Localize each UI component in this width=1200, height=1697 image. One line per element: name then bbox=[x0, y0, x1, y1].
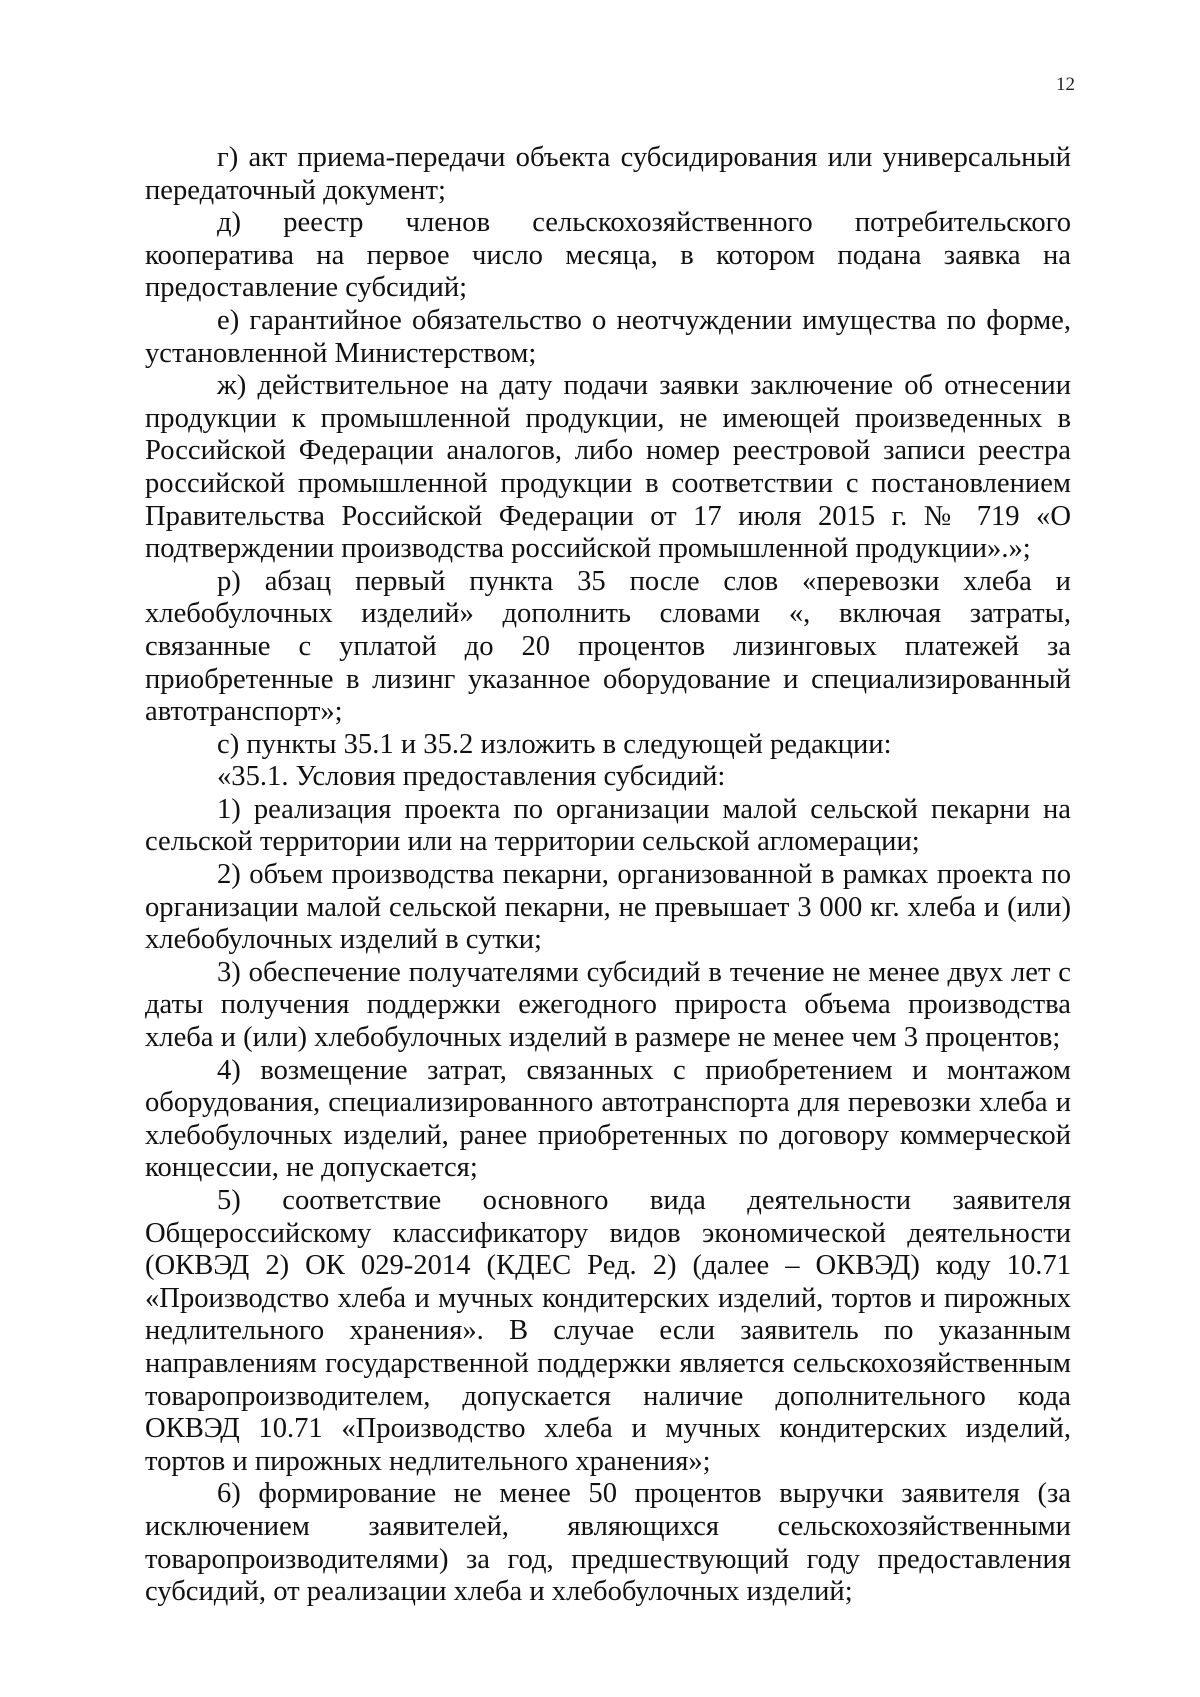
paragraph-r: р) абзац первый пункта 35 после слов «перевозки хлеба и хлебобулочных изделий» дополнить словами «, включая затраты, связанные с уплатой до 20 процентов лизинговых платежей за приобретенные в лизинг указанное оборудование и специализированный автотранспорт»; bbox=[145, 565, 1071, 728]
condition-item-1: 1) реализация проекта по организации малой сельской пекарни на сельской территории или на территории сельской агломерации; bbox=[145, 793, 1071, 858]
paragraph-g: г) акт приема-передачи объекта субсидирования или универсальный передаточный документ; bbox=[145, 142, 1071, 206]
condition-item-4: 4) возмещение затрат, связанных с приобретением и монтажом оборудования, специализированного автотранспорта для перевозки хлеба и хлебобулочных изделий, ранее приобретенных по договору коммерческой концессии, не допускается; bbox=[145, 1054, 1071, 1184]
paragraph-d: д) реестр членов сельскохозяйственного потребительского кооператива на первое число месяца, в котором подана заявка на предоставление субсидий; bbox=[145, 207, 1071, 304]
condition-item-3: 3) обеспечение получателями субсидий в течение не менее двух лет с даты получения поддержки ежегодного прироста объема производства хлеба и (или) хлебобулочных изделий в размере не менее чем 3 процентов; bbox=[145, 956, 1071, 1054]
page-number: 12 bbox=[1056, 74, 1075, 95]
condition-item-2: 2) объем производства пекарни, организованной в рамках проекта по организации малой сельской пекарни, не превышает 3 000 кг. хлеба и (или) хлебобулочных изделий в сутки; bbox=[145, 859, 1071, 956]
condition-item-5: 5) соответствие основного вида деятельности заявителя Общероссийскому классификатору видов экономической деятельности (ОКВЭД 2) ОК 029-2014 (КДЕС Ред. 2) (далее – ОКВЭД) коду 10.71 «Производство хлеба и мучных кондитерских изделий, тортов и пирожных недлительного хранения». В случае если заявитель по указанным направлениям государственной поддержки является сельскохозяйственным товаропроизводителем, допускается наличие дополнительного кода ОКВЭД 10.71 «Производство хлеба и мучных кондитерских изделий, тортов и пирожных недлительного хранения»; bbox=[145, 1185, 1071, 1477]
section-heading-35-1: «35.1. Условия предоставления субсидий: bbox=[217, 761, 726, 793]
document-body bbox=[145, 142, 1071, 1609]
condition-item-6: 6) формирование не менее 50 процентов выручки заявителя (за исключением заявителей, являющихся сельскохозяйственными товаропроизводителями) за год, предшествующий году предоставления субсидий, от реализации хлеба и хлебобулочных изделий; bbox=[145, 1478, 1071, 1608]
paragraph-e: е) гарантийное обязательство о неотчуждении имущества по форме, установленной Министерством; bbox=[145, 304, 1071, 369]
paragraph-s: с) пункты 35.1 и 35.2 изложить в следующей редакции: bbox=[217, 728, 892, 760]
paragraph-zh: ж) действительное на дату подачи заявки заключение об отнесении продукции к промышленной продукции, не имеющей произведенных в Российской Федерации аналогов, либо номер реестровой записи реестра российской промышленной продукции в соответствии с постановлением Правительства Российской Федерации от 17 июля 2015 г. № 719 «О подтверждении производства российской промышленной продукции».»; bbox=[145, 370, 1071, 565]
